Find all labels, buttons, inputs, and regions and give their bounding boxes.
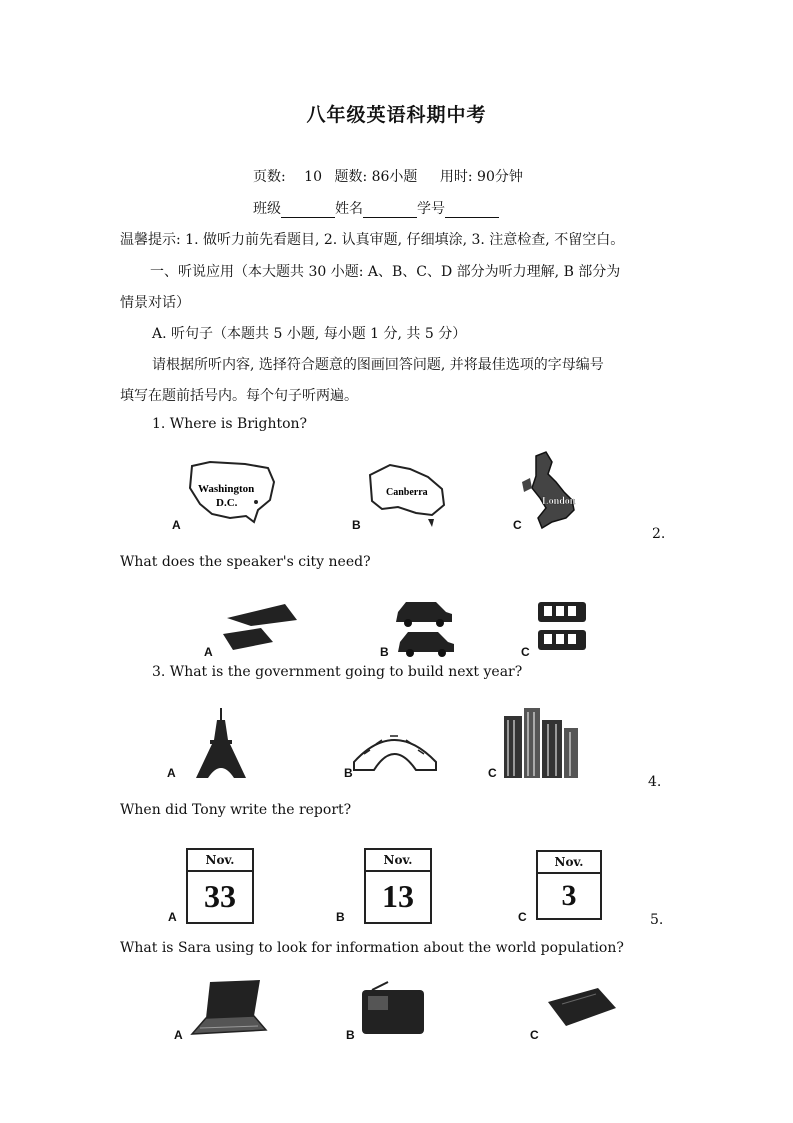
q3-label-a: A [167, 766, 176, 780]
q2-option-c-bus-icon [534, 598, 590, 658]
q1-option-a-usa-map [150, 448, 290, 536]
q1-label-c: C [513, 518, 522, 532]
q3-option-a-tower-icon [190, 706, 252, 782]
name-label: 姓名 [335, 201, 363, 217]
page-title: 八年级英语科期中考 [306, 104, 487, 126]
q1-label-b: B [352, 518, 361, 532]
question-4: When did Tony write the report? [120, 802, 352, 818]
q4-a-month: Nov. [188, 850, 252, 872]
q4-a-day: 33 [204, 878, 236, 914]
q1-c-text: London [542, 496, 576, 507]
time-limit: 用时: 90分钟 [439, 169, 523, 185]
q4-label-c: C [518, 910, 527, 924]
q4-option-c-calendar-icon [536, 850, 602, 920]
id-field[interactable] [445, 203, 499, 218]
q4-b-day: 13 [382, 878, 414, 914]
q4-b-month: Nov. [366, 850, 430, 872]
pages-label: 页数: [253, 169, 286, 185]
question-3: 3. What is the government going to build next year? [152, 664, 523, 680]
question-5: What is Sara using to look for information about the world population? [120, 940, 624, 956]
question-2: What does the speaker's city need? [120, 554, 371, 570]
pages-value: 10 [304, 169, 322, 185]
id-label: 学号 [417, 201, 445, 217]
part-a-heading: A. 听句子（本题共 5 小题, 每小题 1 分, 共 5 分） [152, 326, 467, 342]
part-a-instructions-cont: 填写在题前括号内。每个句子听两遍。 [120, 388, 358, 404]
q5-option-a-laptop-icon [180, 978, 270, 1038]
q4-option-a-calendar-icon [186, 848, 254, 924]
q4-option-b-calendar-icon [364, 848, 432, 924]
section-heading-cont: 情景对话） [120, 295, 190, 311]
question-2-number: 2. [652, 526, 666, 542]
q5-label-c: C [530, 1028, 539, 1042]
q3-label-c: C [488, 766, 497, 780]
exam-meta [253, 166, 523, 186]
question-4-number: 4. [648, 774, 662, 790]
q5-option-c-phone-icon [540, 984, 620, 1032]
questions-count: 题数: 86小题 [334, 169, 418, 185]
part-a-instructions: 请根据所听内容, 选择符合题意的图画回答问题, 并将最佳选项的字母编号 [152, 357, 604, 373]
q1-a-text2: D.C. [216, 497, 238, 509]
student-info [253, 198, 499, 218]
name-field[interactable] [363, 203, 417, 218]
question-1: 1. Where is Brighton? [152, 416, 308, 432]
q4-label-b: B [336, 910, 345, 924]
class-field[interactable] [281, 203, 335, 218]
q1-option-c-uk-map [512, 448, 612, 534]
q2-option-b-cars-icon [392, 592, 462, 658]
q3-label-b: B [344, 766, 353, 780]
question-5-number: 5. [650, 912, 664, 928]
section-heading: 一、听说应用（本大题共 30 小题: A、B、C、D 部分为听力理解, B 部分为 [150, 264, 621, 280]
q5-option-b-radio-icon [358, 980, 428, 1040]
q4-c-month: Nov. [538, 852, 600, 874]
q3-option-c-buildings-icon [500, 706, 580, 780]
q3-option-b-bridge-icon [350, 718, 440, 776]
q5-label-a: A [174, 1028, 183, 1042]
class-label: 班级 [253, 201, 281, 217]
q2-label-a: A [204, 645, 213, 659]
q2-label-c: C [521, 645, 530, 659]
q5-label-b: B [346, 1028, 355, 1042]
q4-c-day: 3 [561, 879, 577, 912]
q2-label-b: B [380, 645, 389, 659]
q1-label-a: A [172, 518, 181, 532]
q4-label-a: A [168, 910, 177, 924]
q2-option-a-train-icon [215, 598, 305, 660]
q1-b-text: Canberra [386, 487, 428, 498]
tip-text: 温馨提示: 1. 做听力前先看题目, 2. 认真审题, 仔细填涂, 3. 注意检查, 不留空白。 [120, 232, 625, 248]
q1-a-text1: Washington [198, 483, 255, 495]
